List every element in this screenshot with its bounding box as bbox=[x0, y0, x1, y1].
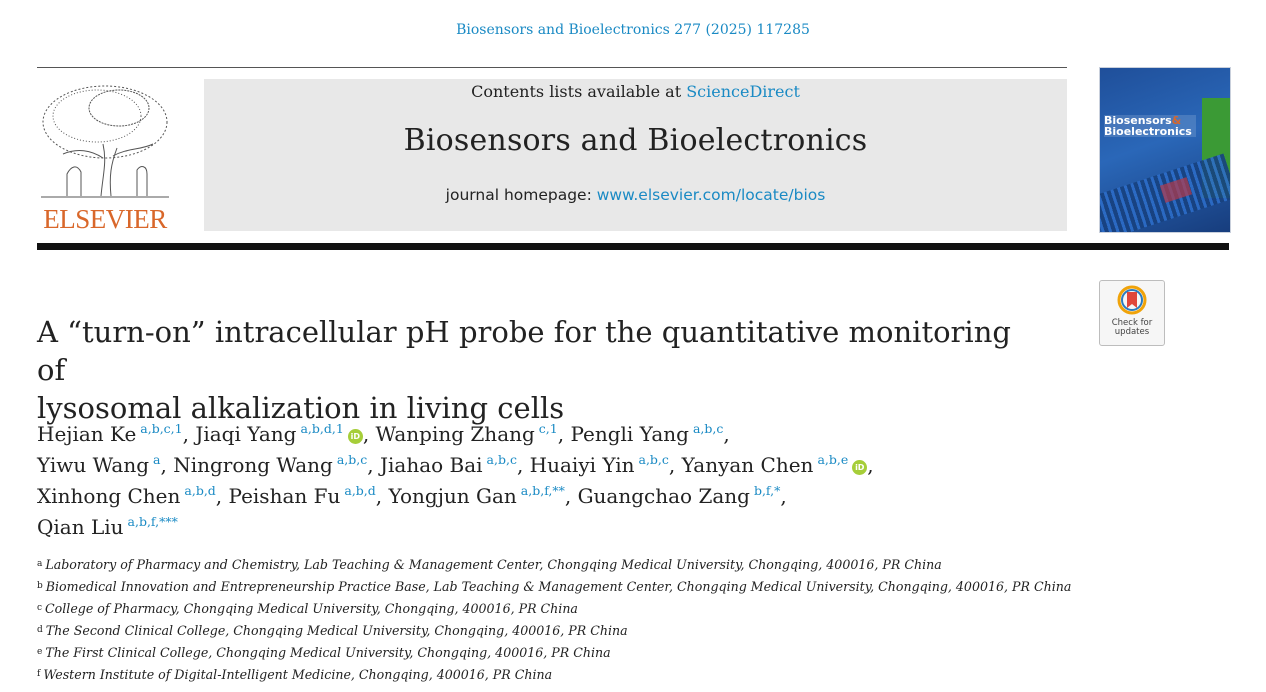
author-affiliation-marks[interactable]: a,b,c bbox=[692, 421, 724, 436]
affiliation-letter: e bbox=[37, 647, 43, 657]
author-separator: , bbox=[668, 453, 682, 477]
author-separator: , bbox=[780, 484, 787, 508]
author-separator: , bbox=[367, 453, 380, 477]
bookmark-circle-icon bbox=[1117, 285, 1147, 315]
cover-title-part1: Biosensors bbox=[1104, 114, 1172, 127]
affiliation-letter: c bbox=[37, 603, 43, 613]
affiliation-letter: f bbox=[37, 669, 41, 679]
author-affiliation-marks[interactable]: a,b,c,1 bbox=[140, 421, 183, 436]
author-name[interactable]: Peishan Fu bbox=[228, 484, 341, 508]
article-title bbox=[37, 313, 1047, 427]
author-13 bbox=[37, 515, 178, 539]
author-11 bbox=[389, 484, 565, 508]
author-affiliation-marks[interactable]: a,b,c bbox=[486, 452, 517, 467]
elsevier-logo[interactable] bbox=[37, 78, 173, 233]
author-separator: , bbox=[867, 453, 874, 477]
journal-title: Biosensors and Bioelectronics bbox=[403, 123, 868, 158]
author-name[interactable]: Hejian Ke bbox=[37, 422, 137, 446]
cover-title bbox=[1104, 115, 1196, 137]
affiliation-text: The First Clinical College, Chongqing Medical University, Chongqing, 400016, PR China bbox=[45, 645, 611, 660]
affiliation-letter: b bbox=[37, 581, 43, 591]
cover-title-part2: Bioelectronics bbox=[1104, 125, 1192, 138]
author-affiliation-marks[interactable]: a,b,d,1 bbox=[300, 421, 344, 436]
cover-title-amp: & bbox=[1171, 114, 1182, 127]
author-12 bbox=[578, 484, 781, 508]
elsevier-wordmark: ELSEVIER bbox=[43, 204, 167, 234]
affiliation-a bbox=[37, 555, 1237, 577]
author-name[interactable]: Yanyan Chen bbox=[681, 453, 814, 477]
author-name[interactable]: Ningrong Wang bbox=[173, 453, 333, 477]
affiliation-letter: a bbox=[37, 559, 43, 569]
author-name[interactable]: Yongjun Gan bbox=[388, 484, 517, 508]
affiliation-text: The Second Clinical College, Chongqing Medical University, Chongqing, 400016, PR China bbox=[45, 623, 628, 638]
author-separator: , bbox=[375, 484, 389, 508]
author-name[interactable]: Xinhong Chen bbox=[37, 484, 181, 508]
affiliation-d bbox=[37, 621, 1237, 643]
author-separator: , bbox=[215, 484, 229, 508]
author-separator: , bbox=[362, 422, 376, 446]
affiliation-text: Laboratory of Pharmacy and Chemistry, Lab Teaching & Management Center, Chongqing Medical University, Chongqing, 400016, PR China bbox=[45, 557, 942, 572]
author-separator: , bbox=[516, 453, 530, 477]
author-name[interactable]: Yiwu Wang bbox=[37, 453, 150, 477]
author-5 bbox=[173, 453, 367, 477]
author-0 bbox=[37, 422, 183, 446]
author-2 bbox=[376, 422, 558, 446]
top-rule bbox=[37, 67, 1067, 68]
author-name[interactable]: Huaiyi Yin bbox=[529, 453, 635, 477]
author-separator: , bbox=[160, 453, 174, 477]
author-3 bbox=[570, 422, 723, 446]
journal-masthead bbox=[204, 79, 1067, 231]
orcid-icon[interactable]: iD bbox=[852, 460, 867, 475]
author-affiliation-marks[interactable]: a,b,d bbox=[184, 483, 216, 498]
author-8 bbox=[682, 453, 868, 477]
author-affiliation-marks[interactable]: a,b,c bbox=[336, 452, 368, 467]
affiliation-letter: d bbox=[37, 625, 43, 635]
author-name[interactable]: Jiahao Bai bbox=[379, 453, 483, 477]
author-affiliation-marks[interactable]: a,b,c bbox=[638, 452, 669, 467]
sciencedirect-link[interactable]: ScienceDirect bbox=[686, 82, 800, 101]
author-affiliation-marks[interactable]: a,b,f,** bbox=[520, 483, 565, 498]
author-separator: , bbox=[557, 422, 571, 446]
author-separator: , bbox=[182, 422, 196, 446]
author-6 bbox=[380, 453, 517, 477]
homepage-line bbox=[204, 186, 1067, 204]
author-1 bbox=[195, 422, 363, 446]
header-thick-rule bbox=[37, 243, 1229, 250]
author-name[interactable]: Wanping Zhang bbox=[375, 422, 535, 446]
affiliation-text: Biomedical Innovation and Entrepreneurship Practice Base, Lab Teaching & Management Center, Chongqing Medical University, Chongqing, 400016, PR China bbox=[45, 579, 1072, 594]
author-separator: , bbox=[723, 422, 730, 446]
running-head[interactable]: Biosensors and Bioelectronics 277 (2025) 117285 bbox=[456, 22, 810, 38]
author-list bbox=[37, 420, 1047, 544]
check-for-label: Check for bbox=[1111, 318, 1153, 328]
author-affiliation-marks[interactable]: c,1 bbox=[538, 421, 558, 436]
author-name[interactable]: Jiaqi Yang bbox=[195, 422, 297, 446]
author-name[interactable]: Pengli Yang bbox=[570, 422, 689, 446]
check-for-updates-button[interactable] bbox=[1099, 280, 1165, 346]
orcid-icon[interactable]: iD bbox=[348, 429, 363, 444]
affiliation-c bbox=[37, 599, 1237, 621]
affiliation-b bbox=[37, 577, 1237, 599]
article-title-line1: A “turn-on” intracellular pH probe for the quantitative monitoring of bbox=[37, 315, 1011, 387]
author-affiliation-marks[interactable]: b,f,* bbox=[753, 483, 781, 498]
affiliation-text: College of Pharmacy, Chongqing Medical University, Chongqing, 400016, PR China bbox=[45, 601, 578, 616]
homepage-prefix: journal homepage: bbox=[445, 186, 597, 204]
affiliation-list bbox=[37, 555, 1237, 687]
elsevier-tree-icon bbox=[37, 78, 173, 200]
author-7 bbox=[530, 453, 669, 477]
author-affiliation-marks[interactable]: a,b,e bbox=[817, 452, 849, 467]
author-separator: , bbox=[564, 484, 578, 508]
affiliation-f bbox=[37, 665, 1237, 687]
affiliation-e bbox=[37, 643, 1237, 665]
contents-line bbox=[204, 82, 1067, 101]
contents-prefix: Contents lists available at bbox=[471, 82, 687, 101]
author-affiliation-marks[interactable]: a,b,f,*** bbox=[127, 514, 178, 529]
journal-homepage-link[interactable]: www.elsevier.com/locate/bios bbox=[596, 186, 826, 204]
affiliation-text: Western Institute of Digital-Intelligent Medicine, Chongqing, 400016, PR China bbox=[43, 667, 553, 682]
author-9 bbox=[37, 484, 216, 508]
journal-cover[interactable] bbox=[1099, 67, 1231, 233]
author-name[interactable]: Qian Liu bbox=[37, 515, 124, 539]
author-10 bbox=[229, 484, 376, 508]
author-affiliation-marks[interactable]: a,b,d bbox=[344, 483, 376, 498]
author-name[interactable]: Guangchao Zang bbox=[577, 484, 750, 508]
article-title-line2: lysosomal alkalization in living cells bbox=[37, 391, 565, 425]
author-4 bbox=[37, 453, 160, 477]
updates-label: updates bbox=[1114, 327, 1150, 337]
author-affiliation-marks[interactable]: a bbox=[153, 452, 161, 467]
